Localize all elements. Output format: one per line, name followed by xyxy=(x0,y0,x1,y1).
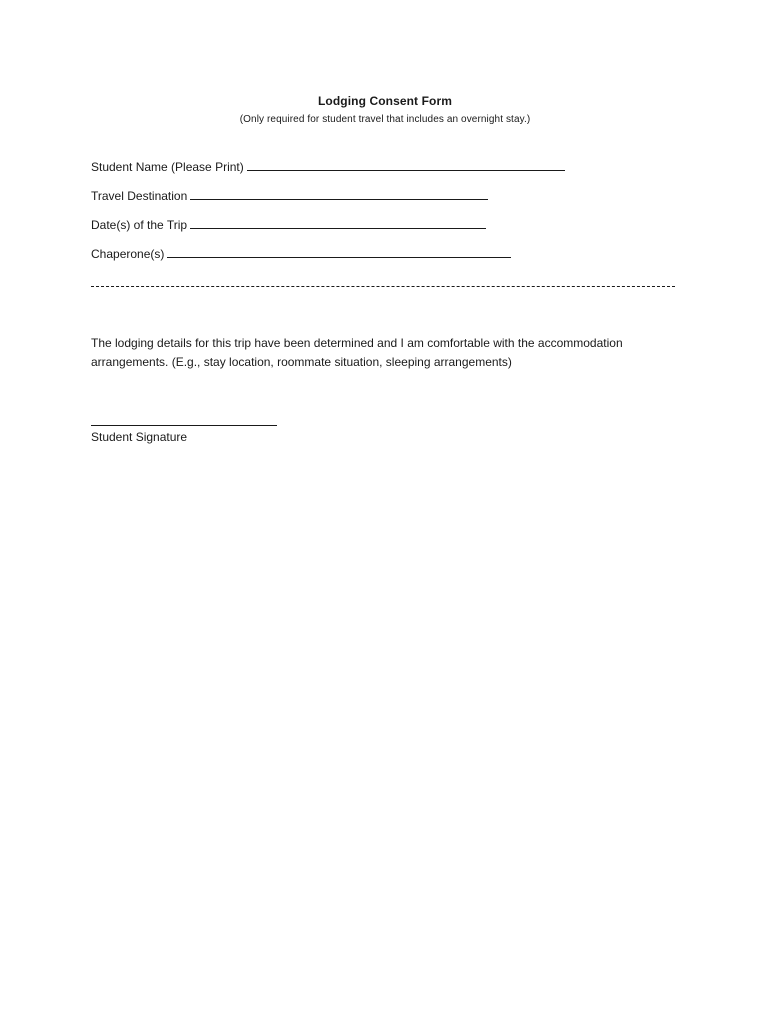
signature-label: Student Signature xyxy=(91,430,188,444)
travel-destination-field xyxy=(91,189,488,203)
trip-dates-field xyxy=(91,218,486,232)
chaperones-blank-line[interactable] xyxy=(167,247,511,258)
consent-statement: The lodging details for this trip have been determined and I am comfortable with the accommodation arrangements. (E.g., stay location, roommate situation, sleeping arrangements) xyxy=(91,336,623,369)
trip-dates-label: Date(s) of the Trip xyxy=(91,218,188,232)
signature-line[interactable] xyxy=(91,425,277,426)
travel-destination-label: Travel Destination xyxy=(91,189,188,203)
travel-destination-blank-line[interactable] xyxy=(190,189,488,200)
chaperones-label: Chaperone(s) xyxy=(91,247,165,261)
student-name-field xyxy=(91,160,565,174)
trip-dates-blank-line[interactable] xyxy=(190,218,486,229)
form-title: Lodging Consent Form xyxy=(318,94,452,108)
chaperones-field xyxy=(91,247,511,261)
student-name-blank-line[interactable] xyxy=(247,160,565,171)
form-subtitle: (Only required for student travel that includes an overnight stay.) xyxy=(239,114,531,125)
dashed-separator xyxy=(91,286,675,287)
student-name-label: Student Name (Please Print) xyxy=(91,160,244,174)
